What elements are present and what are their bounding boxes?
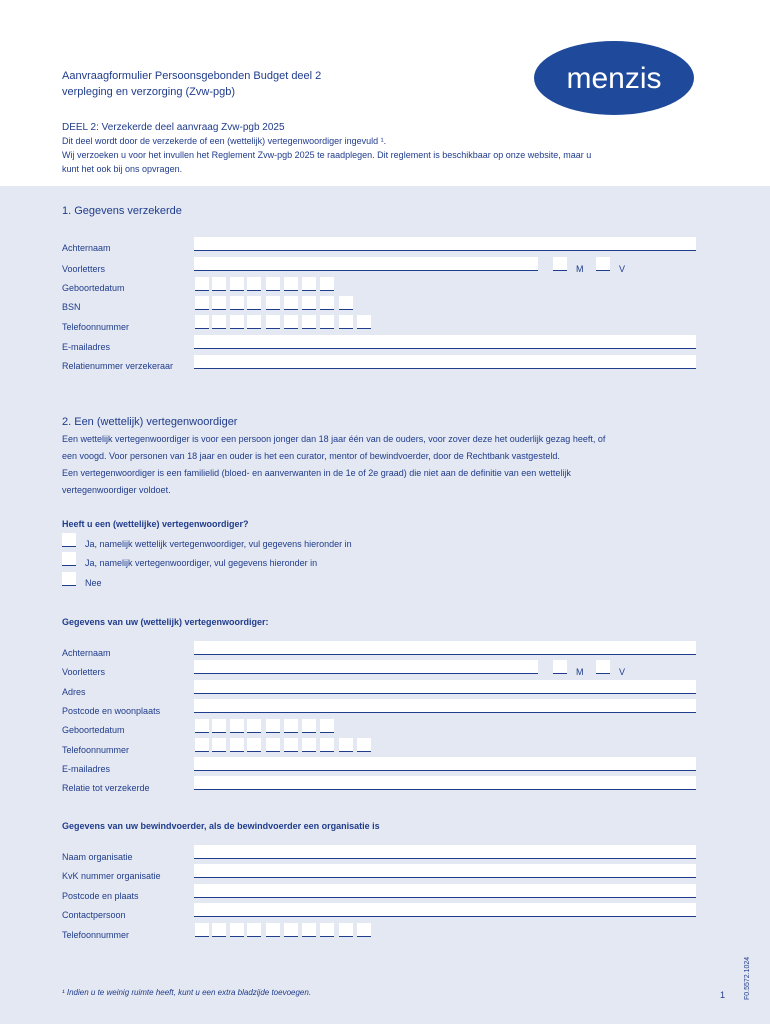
section1-title: 1. Gegevens verzekerde [62, 205, 182, 217]
gender-v-checkbox[interactable] [596, 257, 610, 271]
rep-section-title: Gegevens van uw (wettelijk) vertegenwoordiger: [62, 617, 269, 627]
org-phone-digit[interactable] [302, 923, 316, 937]
email-field[interactable] [194, 335, 696, 349]
org-naam-label: Naam organisatie [62, 852, 133, 862]
rep-telefoon-label: Telefoonnummer [62, 745, 130, 755]
voorletters-field[interactable] [194, 257, 538, 271]
bsn-digit[interactable] [302, 296, 316, 310]
relatienummer-label: Relatienummer verzekeraar [62, 361, 174, 371]
org-kvk-field[interactable] [194, 864, 696, 878]
rep-phone-digit[interactable] [212, 738, 226, 752]
intro-line3: kunt het ook bij ons opvragen. [62, 164, 183, 174]
rep-dob-digit[interactable] [195, 719, 209, 733]
rep-phone-digit[interactable] [302, 738, 316, 752]
rep-phone-digit[interactable] [230, 738, 244, 752]
bsn-digit[interactable] [247, 296, 261, 310]
rep-gender-m-checkbox[interactable] [553, 660, 567, 674]
form-title-line2: verpleging en verzorging (Zvw-pgb) [62, 86, 236, 98]
phone-digit[interactable] [212, 315, 226, 329]
rep-dob-digit[interactable] [302, 719, 316, 733]
rep-postcode-label: Postcode en woonplaats [62, 706, 161, 716]
achternaam-label: Achternaam [62, 243, 111, 253]
rep-dob-digit[interactable] [230, 719, 244, 733]
org-section-title: Gegevens van uw bewindvoerder, als de bewindvoerder een organisatie is [62, 821, 380, 831]
option-vertegenwoordiger-label: Ja, namelijk vertegenwoordiger, vul gegevens hieronder in [85, 558, 318, 568]
section2-para4: vertegenwoordiger voldoet. [62, 485, 171, 495]
rep-adres-label: Adres [62, 687, 86, 697]
page-number: 1 [720, 990, 726, 1000]
dob-digit[interactable] [247, 277, 261, 291]
org-phone-digit[interactable] [212, 923, 226, 937]
phone-digit[interactable] [266, 315, 280, 329]
dob-digit[interactable] [302, 277, 316, 291]
gender-m-label: M [576, 264, 584, 274]
rep-relatie-field[interactable] [194, 776, 696, 790]
phone-digit[interactable] [357, 315, 371, 329]
dob-digit[interactable] [284, 277, 298, 291]
bsn-label: BSN [62, 302, 81, 312]
dob-digit[interactable] [320, 277, 334, 291]
phone-digit[interactable] [339, 315, 353, 329]
rep-achternaam-label: Achternaam [62, 648, 111, 658]
footnote: ¹ Indien u te weinig ruimte heeft, kunt u een extra bladzijde toevoegen. [62, 988, 312, 997]
bsn-digit[interactable] [266, 296, 280, 310]
deel-heading: DEEL 2: Verzekerde deel aanvraag Zvw-pgb 2025 [62, 122, 285, 133]
rep-phone-digit[interactable] [195, 738, 209, 752]
logo-text: menzis [566, 62, 662, 95]
option-wettelijk-checkbox[interactable] [62, 533, 76, 547]
telefoon-label: Telefoonnummer [62, 322, 130, 332]
form-code: F0.5572.1024 [744, 956, 751, 1000]
org-phone-digit[interactable] [247, 923, 261, 937]
org-phone-digit[interactable] [266, 923, 280, 937]
relatienummer-field[interactable] [194, 355, 696, 369]
option-nee-label: Nee [85, 578, 102, 588]
rep-phone-digit[interactable] [357, 738, 371, 752]
rep-phone-digit[interactable] [284, 738, 298, 752]
rep-phone-digit[interactable] [266, 738, 280, 752]
org-contact-field[interactable] [194, 903, 696, 917]
option-wettelijk-label: Ja, namelijk wettelijk vertegenwoordiger, vul gegevens hieronder in [85, 539, 352, 549]
bsn-digit[interactable] [195, 296, 209, 310]
geboortedatum-label: Geboortedatum [62, 283, 125, 293]
rep-dob-digit[interactable] [266, 719, 280, 733]
email-label: E-mailadres [62, 342, 111, 352]
bsn-digit[interactable] [212, 296, 226, 310]
bsn-digit[interactable] [284, 296, 298, 310]
section2-para2: een voogd. Voor personen van 18 jaar en ouder is het een curator, mentor of bewindvoerder, door de Rechtbank vastgesteld. [62, 451, 560, 461]
rep-gender-v-checkbox[interactable] [596, 660, 610, 674]
org-phone-digit[interactable] [284, 923, 298, 937]
section2-para3: Een vertegenwoordiger is een familielid (bloed- en aanverwanten in de 1e of 2e graad) die niet aan de definitie van een wettelijk [62, 468, 571, 478]
gender-m-checkbox[interactable] [553, 257, 567, 271]
rep-phone-digit[interactable] [320, 738, 334, 752]
phone-digit[interactable] [284, 315, 298, 329]
phone-digit[interactable] [320, 315, 334, 329]
dob-digit[interactable] [230, 277, 244, 291]
rep-phone-digit[interactable] [339, 738, 353, 752]
intro-line2: Wij verzoeken u voor het invullen het Reglement Zvw-pgb 2025 te raadplegen. Dit reglement is beschikbaar op onze website, maar u [62, 150, 592, 160]
org-contact-label: Contactpersoon [62, 910, 126, 920]
phone-digit[interactable] [195, 315, 209, 329]
rep-phone-digit[interactable] [247, 738, 261, 752]
phone-digit[interactable] [302, 315, 316, 329]
voorletters-label: Voorletters [62, 264, 106, 274]
org-phone-digit[interactable] [339, 923, 353, 937]
org-phone-digit[interactable] [320, 923, 334, 937]
gender-v-label: V [619, 264, 626, 274]
achternaam-field[interactable] [194, 237, 696, 251]
dob-digit[interactable] [195, 277, 209, 291]
rep-achternaam-field[interactable] [194, 641, 696, 655]
rep-dob-digit[interactable] [247, 719, 261, 733]
org-telefoon-label: Telefoonnummer [62, 930, 130, 940]
section2-para1: Een wettelijk vertegenwoordiger is voor een persoon jonger dan 18 jaar één van de ouders, voor zover deze het ouderlijk gezag heeft, of [62, 434, 606, 444]
org-phone-digit[interactable] [230, 923, 244, 937]
rep-gender-m-label: M [576, 667, 584, 677]
bsn-digit[interactable] [320, 296, 334, 310]
org-phone-digit[interactable] [357, 923, 371, 937]
org-kvk-label: KvK nummer organisatie [62, 871, 161, 881]
rep-dob-digit[interactable] [320, 719, 334, 733]
rep-dob-digit[interactable] [284, 719, 298, 733]
rep-email-field[interactable] [194, 757, 696, 771]
bsn-digit[interactable] [230, 296, 244, 310]
phone-digit[interactable] [247, 315, 261, 329]
dob-digit[interactable] [266, 277, 280, 291]
form-title-line1: Aanvraagformulier Persoonsgebonden Budget deel 2 [62, 70, 322, 82]
dob-digit[interactable] [212, 277, 226, 291]
rep-voorletters-label: Voorletters [62, 667, 106, 677]
rep-voorletters-field[interactable] [194, 660, 538, 674]
bsn-digit[interactable] [339, 296, 353, 310]
rep-email-label: E-mailadres [62, 764, 111, 774]
org-phone-digit[interactable] [195, 923, 209, 937]
org-postcode-field[interactable] [194, 884, 696, 898]
option-vertegenwoordiger-checkbox[interactable] [62, 552, 76, 566]
option-nee-checkbox[interactable] [62, 572, 76, 586]
rep-relatie-label: Relatie tot verzekerde [62, 783, 150, 793]
menzis-logo [533, 40, 695, 116]
intro-line1: Dit deel wordt door de verzekerde of een (wettelijk) vertegenwoordiger ingevuld ¹. [62, 136, 387, 146]
org-naam-field[interactable] [194, 845, 696, 859]
rep-dob-digit[interactable] [212, 719, 226, 733]
rep-geboortedatum-label: Geboortedatum [62, 725, 125, 735]
rep-question: Heeft u een (wettelijke) vertegenwoordiger? [62, 519, 249, 529]
rep-postcode-field[interactable] [194, 699, 696, 713]
section2-title: 2. Een (wettelijk) vertegenwoordiger [62, 416, 238, 428]
rep-adres-field[interactable] [194, 680, 696, 694]
rep-gender-v-label: V [619, 667, 626, 677]
org-postcode-label: Postcode en plaats [62, 891, 139, 901]
phone-digit[interactable] [230, 315, 244, 329]
